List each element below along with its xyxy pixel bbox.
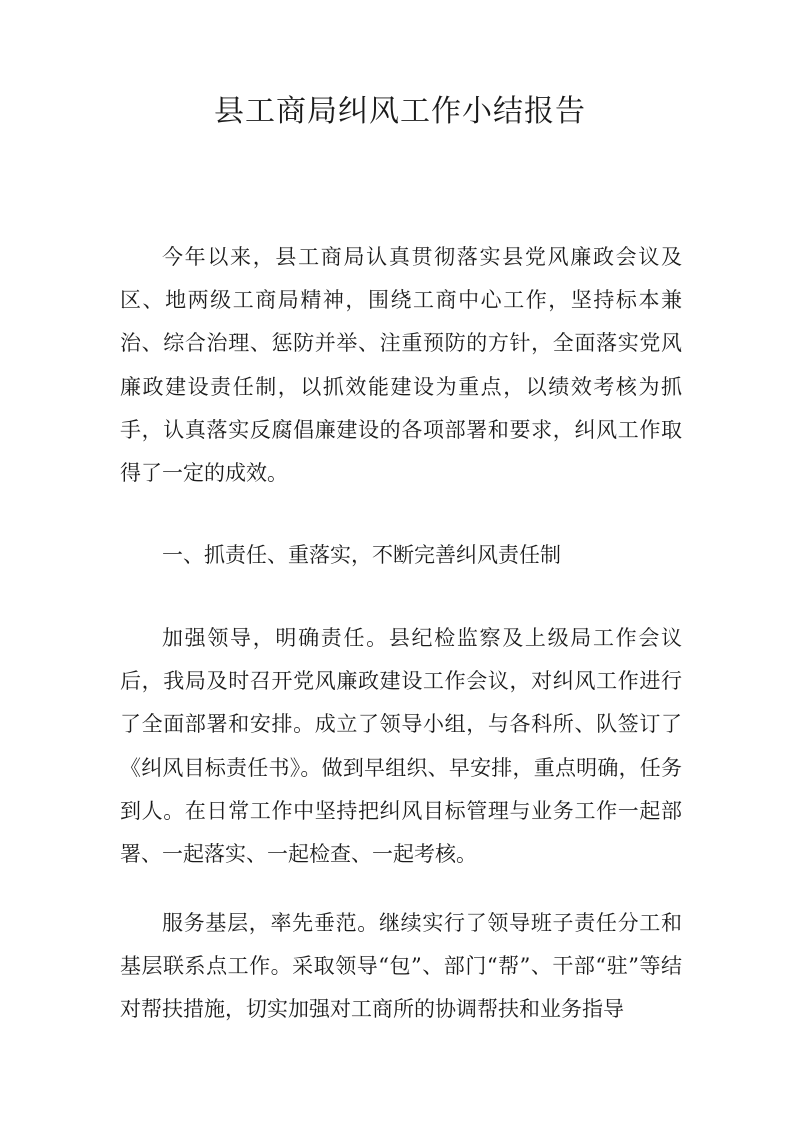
body-paragraph-leadership: 加强领导，明确责任。县纪检监察及上级局工作会议后，我局及时召开党风廉政建设工作会议，对纠风工作进行了全面部署和安排。成立了领导小组，与各科所、队签订了《纠风目标责任书》。做到早组织、早安排，重点明确，任务到人。在日常工作中坚持把纠风目标管理与业务工作一起部署、一起落实、一起检查、一起考核。 <box>120 626 682 867</box>
document-title: 县工商局纠风工作小结报告 <box>214 94 586 129</box>
intro-paragraph: 今年以来，县工商局认真贯彻落实县党风廉政会议及区、地两级工商局精神，围绕工商中心工作，坚持标本兼治、综合治理、惩防并举、注重预防的方针，全面落实党风廉政建设责任制，以抓效能建设为重点，以绩效考核为抓手，认真落实反腐倡廉建设的各项部署和要求，纠风工作取得了一定的成效。 <box>120 245 682 486</box>
body-paragraph-service: 服务基层，率先垂范。继续实行了领导班子责任分工和基层联系点工作。采取领导“包”、部门“帮”、干部“驻”等结对帮扶措施，切实加强对工商所的协调帮扶和业务指导 <box>120 911 682 1022</box>
section-heading: 一、抓责任、重落实，不断完善纠风责任制 <box>162 543 561 567</box>
